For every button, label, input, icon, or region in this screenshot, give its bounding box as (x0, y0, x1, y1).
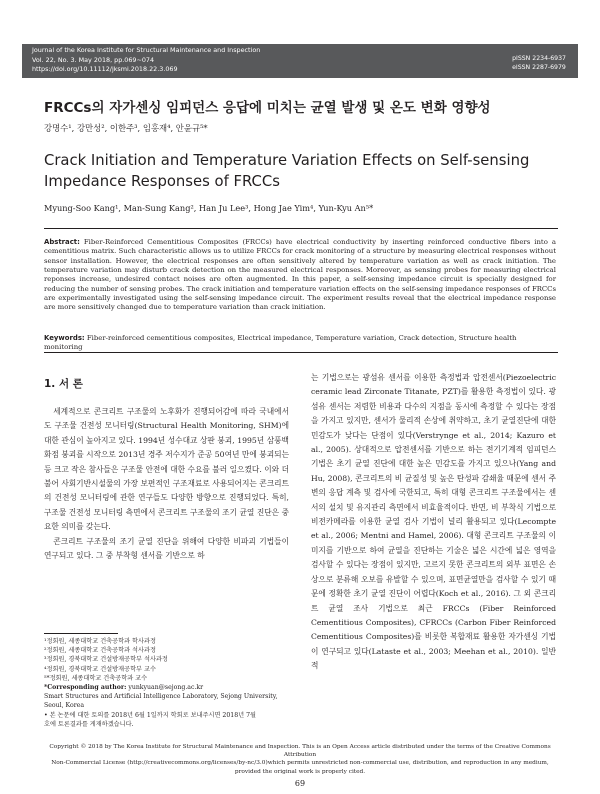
footnote-affiliation: ³정회원, 경북대학교 건설방재공학부 석사과정 (44, 656, 168, 664)
title-english: Crack Initiation and Temperature Variation Effects on Self-sensing Impedance Responses of FRCCs (44, 152, 530, 190)
pissn: pISSN 2234-6937 (512, 55, 566, 62)
copyright-notice (44, 743, 556, 776)
footnote-affiliation: ⁴정회원, 경북대학교 건설방재공학부 교수 (44, 665, 156, 673)
copyright-line: Non-Commercial License (http://creativecommons.org/licenses/by-nc/3.0)which permits unrestricted non-commercial use, distribution, and reproduction in any medium, (51, 760, 549, 767)
abstract-bottom-rule (44, 352, 558, 353)
copyright-line: provided the original work is properly cited. (234, 768, 366, 775)
copyright-line: Copyright © 2018 by The Korea Institute for Structural Maintenance and Inspection. This is an Open Access article distributed under the terms of the Creative Commons Attribution (49, 744, 551, 759)
body-paragraph: 콘크리트 구조물의 조기 균열 진단을 위해여 다양한 비파괴 기법들이 연구되고 있다. 그 중 부착형 센서를 기반으로 하 (44, 536, 289, 561)
discussion-note-cont: 호에 토론결과를 게재하겠습니다. (44, 720, 134, 728)
title-korean: FRCCs의 자가센싱 임피던스 응답에 미치는 균열 발생 및 온도 변화 영향성 (44, 100, 491, 116)
corresponding-label: *Corresponding author: (44, 684, 127, 692)
footnote-affiliation: ²정회원, 세종대학교 건축공학과 석사과정 (44, 647, 156, 655)
body-paragraph: 세계적으로 콘크리트 구조물의 노후화가 진행되어감에 따라 국내에서도 구조물 건전성 모니터링(Structural Health Monitoring, SHM)에 대한 관심이 높아지고 있다. 1994년 성수대교 상판 붕괴, 1995년 삼풍백화점 붕괴를 시작으로 2013년 경주 저수지가 준공 50여년 만에 붕괴되는 등 크고 작은 참사들은 구조물 안전에 대한 수요를 불러 일으켰다. 이와 더불어 사회기반시설물의 가장 보편적인 구조재료로 사용되어지는 콘크리트의 건전성 모니터링에 관한 연구들도 다양한 방향으로 진행되었다. 특히, 구조물 건전성 모니터링 측면에서 콘크리트 구조물의 조기 균열 진단은 중요한 의미를 갖는다. (44, 407, 289, 532)
footnote-affiliation: ⁵*정회원, 세종대학교 건축공학과 교수 (44, 674, 148, 682)
journal-name: Journal of the Korea Institute for Structural Maintenance and Inspection (32, 46, 261, 54)
page-number: 69 (294, 779, 306, 788)
abstract-label: Abstract: (44, 238, 80, 246)
body-paragraph: 는 기법으로는 광섬유 센서를 이용한 측정법과 압전센서(Piezoelectric ceramic lead Zirconate Titanate, PZT)를 활용한 측정법이 있다. 광섬유 센서는 저렴한 비용과 다수의 지점을 동시에 측정할 수 있다는 장점을 가지고 있지만, 센서가 물리적 손상에 취약하고, 초기 균열진단에 대한 민감도가 낮다는 단점이 있다(Verstrynge et al., 2014; Kazuro et al., 2005). 상대적으로 압전센서를 기반으로 하는 전기기계적 임피던스 기법은 초기 균열 진단에 대한 높은 민감도를 가지고 있으나(Yang and Hu, 2008), 콘크리트의 비 균질성 및 높은 탄성파 감쇄율 때문에 센서 주변의 응답 계측 및 검사에 국한되고, 특히 대형 콘크리트 구조물에서는 센서의 설치 및 유지관리 측면에서 비효율적이다. 반면, 비 부착식 기법으로 비전카메라를 이용한 균열 검사 기법이 널리 활용되고 있다(Lecompte et al., 2006; Mentni and Hamel, 2006). 대형 콘크리트 구조물의 이미지를 기반으로 하여 균열을 진단하는 기술은 넓은 시간에 넓은 영역을 검사할 수 있다는 장점이 있지만, 고르지 못한 콘크리트의 외부 표면은 손상으로 분류해 오보를 유발할 수 있으며, 표면균열만을 검사할 수 있기 때문에 정확한 초기 균열 진단이 어렵다(Koch et al., 2016). 그 외 콘크리트 균열 조사 기법으로 최근 FRCCs (Fiber Reinforced Cementitious Composites), CFRCCs (Carbon Fiber Reinforced Cementitious Composites)를 비롯한 복합재료 활용한 자가센싱 기법이 연구되고 있다(Lataste et al., 2003; Meehan et al., 2010). 일반적 (311, 373, 556, 671)
issn-info (512, 55, 566, 72)
journal-doi: https://doi.org/10.11112/jksmi.2018.22.3.069 (32, 65, 178, 73)
corresponding-author (44, 683, 294, 692)
lab-name: Smart Structures and Artificial Intelligence Laboratory, Sejong University, (44, 693, 278, 701)
right-column (311, 371, 556, 674)
eissn: eISSN 2287-6979 (512, 63, 566, 71)
discussion-note: • 본 논문에 대한 토의를 2018년 6월 1일까지 학회로 보내주시면 2018년 7월 (44, 711, 257, 719)
keywords-text: Fiber-reinforced cementitious composites, Electrical impedance, Temperature variation, Crack detection, Structure health monitoring (44, 334, 517, 351)
authors-korean: 강명수¹, 강만성², 이한주³, 임홍재⁴, 안윤규⁵* (44, 123, 208, 133)
abstract (44, 238, 556, 313)
journal-info (32, 46, 260, 75)
journal-volume: Vol. 22, No. 3. May 2018, pp.069~074 (32, 55, 155, 64)
footnotes (44, 637, 294, 729)
section-heading-introduction: 1. 서 론 (44, 378, 83, 390)
authors-english: Myung-Soo Kang¹, Man-Sung Kang², Han Ju Lee³, Hong Jae Yim⁴, Yun-Kyu An⁵* (44, 203, 374, 213)
footnote-affiliation: ¹정회원, 세종대학교 건축공학과 학사과정 (44, 638, 156, 645)
lab-city: Seoul, Korea (44, 702, 85, 710)
abstract-top-rule (44, 228, 558, 229)
journal-header-bar (22, 44, 578, 78)
keywords (44, 334, 556, 352)
left-column (44, 405, 289, 563)
keywords-label: Keywords: (44, 334, 85, 342)
corresponding-email: yunkyuan@sejong.ac.kr (128, 684, 204, 692)
abstract-text: Fiber-Reinforced Cementitious Composites (FRCCs) have electrical conductivity by inserting reinforced conductive fibers into a cementitious matrix. Such characteristic allows us to utilize FRCCs for crack monitoring of a structure by measuring electrical responses without sensor installation. However, the electrical responses are often sensitively altered by temperature variation as well as crack initiation. The temperature variation may disturb crack detection on the measured electrical responses. Moreover, as sensing probes for measuring electrical reponses increase, undesired contact noises are often augmented. In this paper, a self-sensing impedance circuit is specially designed for reducing the number of sensing probes. The crack initiation and temperature variation effects on the self-sensing impedance responses of FRCCs are experimentally investigated using the self-sensing impedance circuit. The experiment results reveal that the electrical impedance response are more sensitively changed due to temperature variation than crack initiation. (44, 238, 556, 312)
footnote-rule (44, 633, 118, 634)
